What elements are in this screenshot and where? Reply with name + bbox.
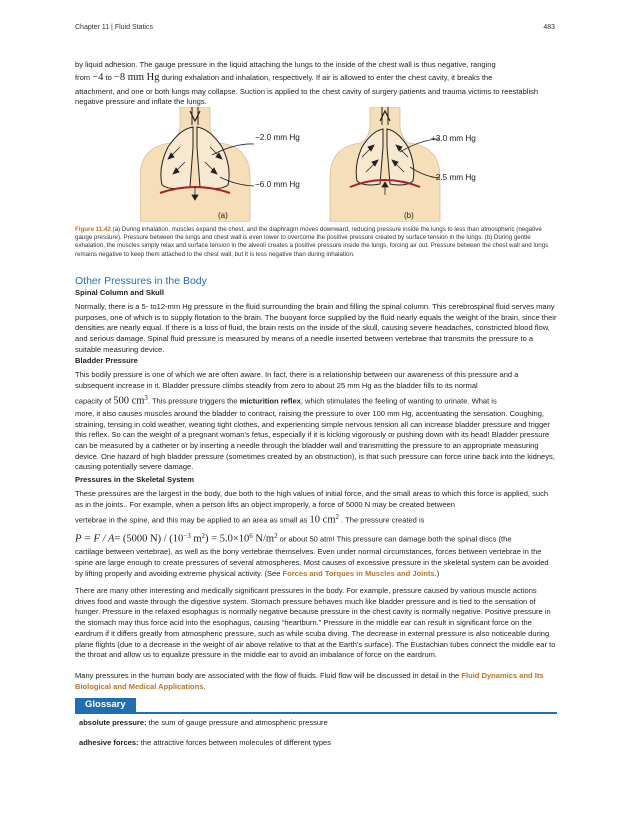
skeletal-text-3 [75, 547, 557, 579]
panel-b-top-pressure: +3.0 mm Hg [431, 134, 476, 143]
running-header-chapter: Chapter 11 | Fluid Statics [75, 24, 153, 31]
panel-b-illustration [330, 107, 440, 222]
skeletal-line-area [75, 510, 557, 528]
figure-caption [75, 226, 557, 259]
left-lung-b [356, 129, 383, 185]
skeletal-text-2a: vertebrae in the spine, and this may be applied to an area as small as [75, 515, 308, 525]
equation-exp-4: 2 [274, 531, 278, 540]
glossary-header [75, 698, 557, 714]
bladder-heading: Bladder Pressure [75, 356, 138, 365]
skeletal-paragraph [75, 489, 557, 580]
micturition-reflex-term: micturition reflex [239, 396, 301, 406]
glossary-title: Glossary [75, 698, 136, 712]
bladder-text-3: more, it also causes muscles around the bladder to contract, raising the pressure to over 100 mm Hg, accentuating the sensation. Coughing, straining, tensing in cold weather, wearing tight clothes, and experiencing simple nervous tension all can increase bladder pressure and trigger this reflex. So can the weight of a pregnant woman's fetus, especially if it is kicking vigorously or pushing down with its head! Bladder pressure can be measured by a catheter or by inserting a needle through the bladder wall and transmitting the pressure to an appropriate measuring device. One hazard of high bladder pressure (sometimes created by an obstruction), is that such pressure can force urine back into the kidneys, causing potentially severe damage. [75, 408, 555, 472]
glossary-term: absolute pressure: [79, 718, 147, 727]
intro-paragraph [75, 60, 557, 108]
right-lung-b [387, 129, 414, 185]
bladder-text-2b: , which stimulates the feeling of wanting to urinate. What is [300, 396, 497, 406]
panel-a-top-pressure: −2.0 mm Hg [255, 133, 300, 142]
figure-caption-text: (a) During inhalation, muscles expand the chest, and the diaphragm moves downward, reducing pressure inside the lungs to less than atmospheric (negative gauge pressure). Pressure between the lungs and chest wall is even lower to overcome the positive pressure created by surface tension in the lungs. (b) During gentle exhalation, the muscles simply relax and surface tension in the alveoli creates a positive pressure inside the lungs, forcing air out. Pressure between the chest wall and lungs remains negative to keep them attached to the chest wall, but it is less negative than during inhalation. [75, 226, 549, 258]
spinal-paragraph: Normally, there is a 5- to12-mm Hg pressure in the fluid surrounding the brain and filling the spinal column. This cerebrospinal fluid serves many purposes, one of which is to supply flotation to the brain. The buoyant force supplied by the fluid nearly equals the weight of the brain, since their densities are nearly equal. If there is a loss of fluid, the brain rests on the inside of the skull, causing severe headaches, constricted blood flow, and serious damage. Spinal fluid pressure is measured by means of a needle inserted between vertebrae that transmits the pressure to a suitable measuring device. [75, 302, 557, 354]
skeletal-text-3-end: .) [434, 568, 440, 578]
bladder-text-2a: . This pressure triggers the [147, 396, 238, 406]
equation-unit: N/m [252, 533, 275, 545]
fluid-flow-end: . [203, 681, 206, 691]
equation-mid: = (5000 N) / (10 [114, 533, 184, 545]
skeletal-heading: Pressures in the Skeletal System [75, 475, 195, 484]
figure-number: Figure 11.42 [75, 226, 111, 233]
equation-lhs: P = F / A [75, 533, 115, 545]
capacity-word: capacity of [75, 396, 112, 406]
left-lung [161, 127, 193, 189]
equation-mid-3: ) = 5.0×10 [205, 533, 250, 545]
from-word: from [75, 72, 91, 82]
panel-a-illustration [140, 107, 254, 222]
glossary-entry [79, 718, 328, 727]
bladder-line-capacity [75, 391, 557, 409]
equation-exp-1: −3 [183, 531, 191, 540]
panel-b-bottom-pressure: −2.5 mm Hg [431, 173, 476, 182]
spinal-heading: Spinal Column and Skull [75, 288, 165, 297]
skeletal-text-2b: . The pressure created is [341, 515, 425, 525]
pressure-value-a: −4 [92, 71, 104, 83]
section-title: Other Pressures in the Body [75, 275, 207, 287]
panel-b-label: (b) [404, 211, 414, 220]
panel-a-bottom-pressure: −6.0 mm Hg [255, 180, 300, 189]
skeletal-text-3-body: cartilage between vertebrae), as well as the bony vertebrae themselves. Even under normal circumstances, forces between vertebrae in the spine are large enough to create pressures of several atmospheres. Most causes of excessive pressure in the skeletal system can be avoided by lifting properly and avoiding extreme physical activity. (See [75, 547, 549, 578]
pressure-equation-line [75, 528, 557, 548]
equation-mid-2: m [190, 533, 202, 545]
fluid-dynamics-link[interactable]: Fluid Dynamics and Its Biological and Medical Applications [75, 671, 544, 691]
intro-line-2 [75, 71, 557, 85]
glossary-term: adhesive forces: [79, 738, 139, 747]
area-exponent: 2 [335, 513, 339, 522]
other-pressures-paragraph: There are many other interesting and medically significant pressures in the body. For example, pressure caused by various muscle actions drives food and waste through the digestive system. Stomach pressure behaves much like bladder pressure and is tied to the sensation of hunger. Pressure in the relaxed esophagus is normally negative because pressure in the chest cavity is normally negative. Positive pressure in the stomach may thus force acid into the esophagus, causing “heartburn.” Pressure in the middle ear can result in significant force on the eardrum if it differs greatly from atmospheric pressure, such as while scuba diving. The decrease in external pressure is also noticeable during plane flights (due to a decrease in the weight of air above relative to that at the Earth's surface). The Eustachian tubes connect the middle ear to the throat and allow us to equalize pressure in the middle ear to avoid an imbalance of force on the eardrum. [75, 586, 556, 660]
to-word: to [105, 72, 112, 82]
panel-a-label: (a) [218, 211, 228, 220]
fluid-flow-text: Many pressures in the human body are associated with the flow of fluids. Fluid flow will be discussed in detail in the [75, 671, 460, 680]
skeletal-text-1: These pressures are the largest in the body, due both to the high values of initial force, and the small areas to which this force is applied, such as in the joints.. For example, when a person lifts an object improperly, a force of 5000 N may be created between [75, 489, 549, 509]
lungs-figure [140, 107, 490, 222]
area-value: 10 cm [309, 514, 336, 526]
equation-tail: or about 50 atm! This pressure can damage both the spinal discs (the [279, 534, 512, 544]
glossary-definition: the attractive forces between molecules of different types [140, 738, 331, 747]
equation-exp-2: 2 [201, 531, 206, 540]
forces-torques-link[interactable]: Forces and Torques in Muscles and Joints [282, 568, 435, 578]
intro-line-3: attachment, and one or both lungs may collapse. Suction is applied to the chest cavity of surgery patients and trauma victims to reestablish negative pressure and inflate the lungs. [75, 86, 539, 107]
glossary-definition: the sum of gauge pressure and atmospheric pressure [148, 718, 328, 727]
equation-exp-3: 6 [249, 531, 253, 540]
pressure-value-b: −8 mm Hg [113, 71, 160, 83]
fluid-flow-paragraph [75, 671, 557, 692]
capacity-exponent: 3 [144, 394, 148, 403]
intro-line-1: by liquid adhesion. The gauge pressure in the liquid attaching the lungs to the inside of the chest wall is thus negative, ranging [75, 60, 496, 69]
bladder-paragraph [75, 370, 557, 473]
capacity-value: 500 cm [113, 395, 145, 407]
page-number: 483 [543, 24, 555, 31]
intro-line-2-rest: during exhalation and inhalation, respectively. If air is allowed to enter the chest cavity, it breaks the [161, 72, 493, 82]
glossary-entry [79, 738, 331, 747]
bladder-text-1: This bodily pressure is one of which we are often aware. In fact, there is a relationship between our awareness of this pressure and a subsequent increase in it. Bladder pressure climbs steadily from zero to about 25 mm Hg as the bladder fills to its normal [75, 370, 519, 390]
